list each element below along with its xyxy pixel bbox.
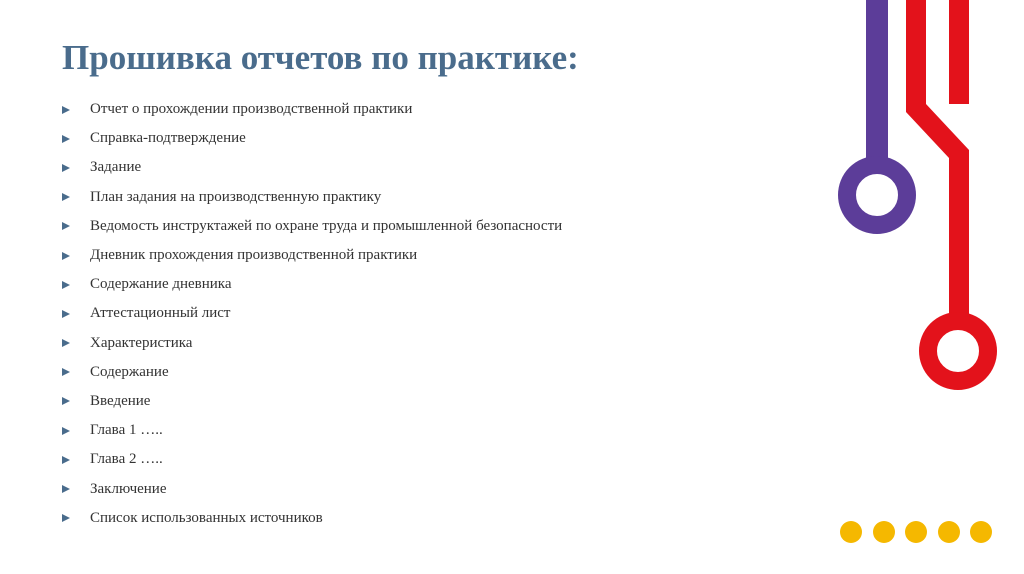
list-item-text: Дневник прохождения производственной практики — [90, 247, 418, 264]
list-item-text: Содержание дневника — [90, 276, 232, 293]
dot-icon — [970, 521, 992, 543]
list-item-text: Глава 1 ….. — [90, 422, 163, 439]
list-item-text: Задание — [90, 159, 142, 176]
list-item-text: Справка-подтверждение — [90, 130, 246, 147]
list-item-text: План задания на производственную практику — [90, 188, 382, 205]
dot-icon — [905, 521, 927, 543]
list-item-text: Ведомость инструктажей по охране труда и промышленной безопасности — [90, 217, 563, 234]
list-item-text: Глава 2 ….. — [90, 451, 163, 468]
list-item-text: Аттестационный лист — [90, 305, 231, 322]
dot-icon — [873, 521, 895, 543]
list-item-text: Введение — [90, 392, 151, 409]
red-circuit-line — [906, 0, 988, 381]
dot-icon — [938, 521, 960, 543]
dot-icon — [840, 521, 862, 543]
list-item-text: Характеристика — [90, 334, 193, 351]
purple-circuit-line — [847, 0, 907, 225]
list-item-text: Заключение — [90, 480, 167, 497]
list-item-text: Список использованных источников — [90, 509, 323, 526]
dots-decoration — [840, 521, 992, 543]
list-item-text: Содержание — [90, 363, 169, 380]
list-item-text: Отчет о прохождении производственной практики — [90, 101, 413, 118]
slide-title: Прошивка отчетов по практике: — [62, 38, 579, 77]
